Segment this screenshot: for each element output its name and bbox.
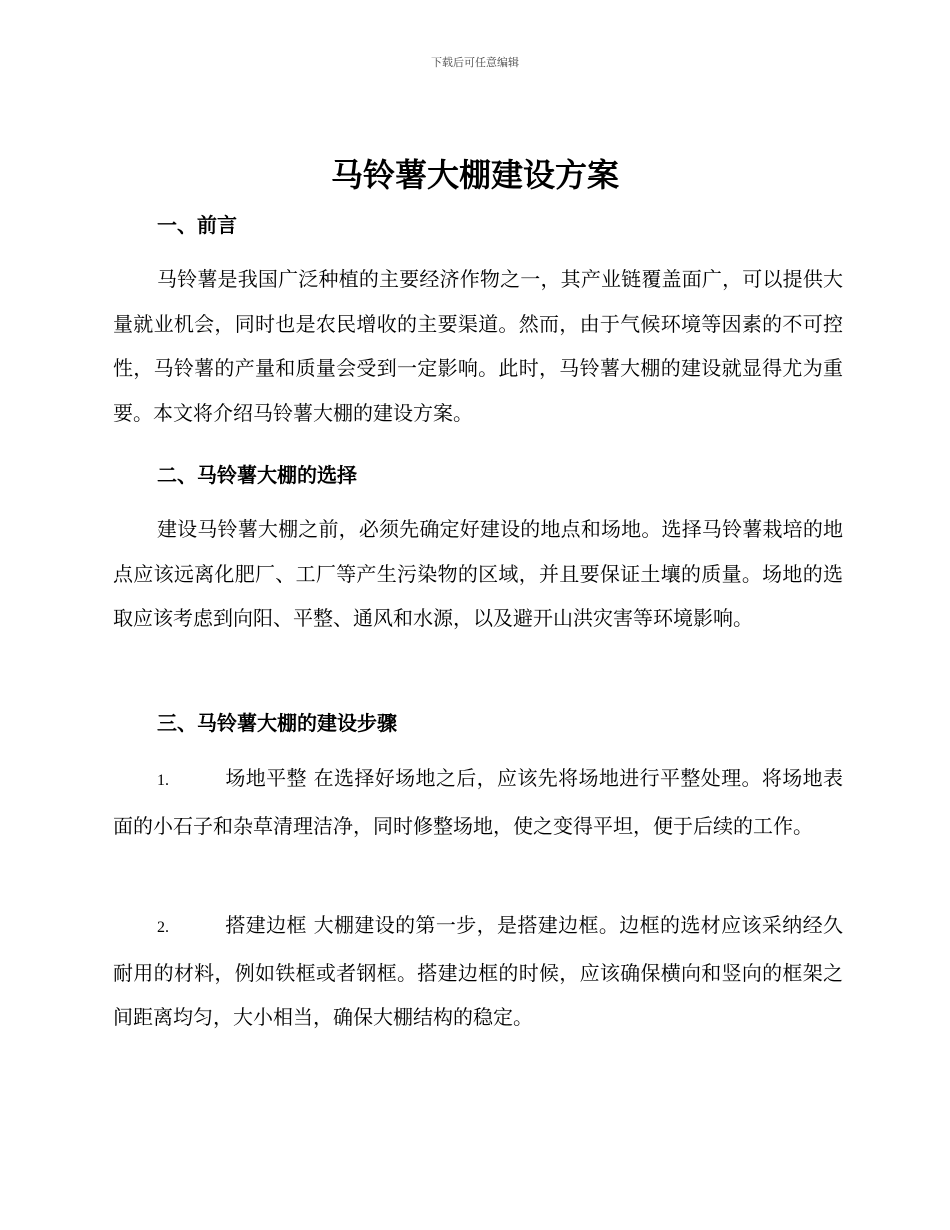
list-item-text: 场地平整 在选择好场地之后，应该先将场地进行平整处理。将场地表面的小石子和杂草清理洁净，同时修整场地，使之变得平坦，便于后续的工作。: [113, 766, 843, 838]
section-heading-preface: 一、前言: [157, 213, 237, 237]
document-title: 马铃薯大棚建设方案: [330, 156, 619, 194]
list-item-number: 1.: [157, 772, 169, 789]
list-item-number: 2.: [157, 919, 169, 936]
list-item: [113, 903, 843, 1040]
list-item: [113, 756, 843, 848]
header-note: 下载后可任意编辑: [431, 56, 519, 69]
section-heading-selection: 二、马铃薯大棚的选择: [157, 463, 357, 487]
list-item-text: 搭建边框 大棚建设的第一步，是搭建边框。边框的选材应该采纳经久耐用的材料，例如铁框或者钢框。搭建边框的时候，应该确保横向和竖向的框架之间距离均匀，大小相当，确保大棚结构的稳定。: [113, 913, 843, 1029]
section-paragraph-selection: 建设马铃薯大棚之前，必须先确定好建设的地点和场地。选择马铃薯栽培的地点应该远离化肥厂、工厂等产生污染物的区域，并且要保证土壤的质量。场地的选取应该考虑到向阳、平整、通风和水源，以及避开山洪灾害等环境影响。: [113, 517, 843, 630]
section-paragraph-preface: 马铃薯是我国广泛种植的主要经济作物之一，其产业链覆盖面广，可以提供大量就业机会，同时也是农民增收的主要渠道。然而，由于气候环境等因素的不可控性，马铃薯的产量和质量会受到一定影响。此时，马铃薯大棚的建设就显得尤为重要。本文将介绍马铃薯大棚的建设方案。: [113, 267, 843, 425]
section-heading-steps: 三、马铃薯大棚的建设步骤: [157, 711, 397, 735]
